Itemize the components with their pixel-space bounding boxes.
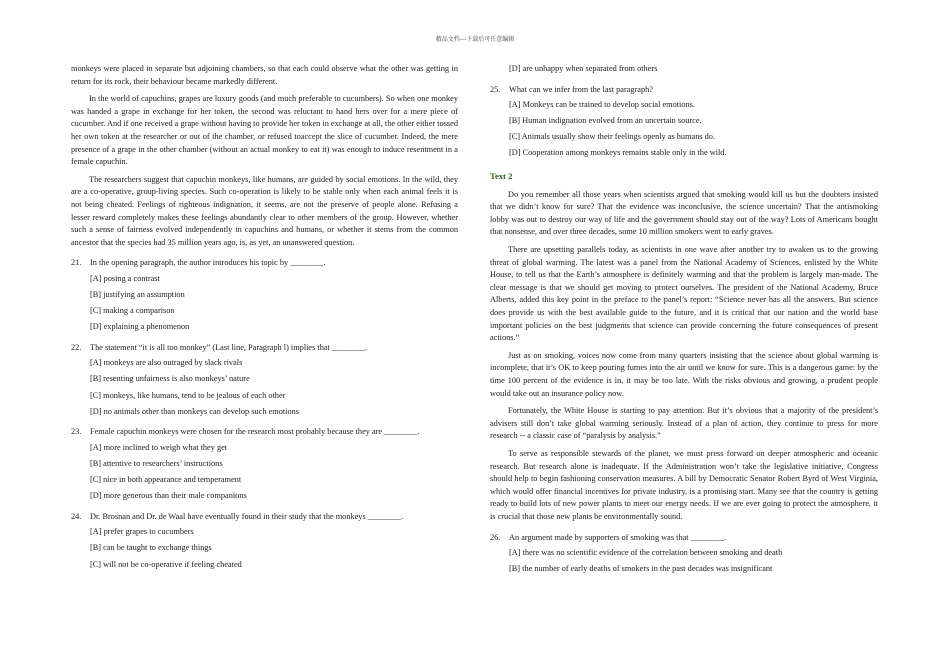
question-25 [490, 84, 878, 160]
right-column [490, 63, 878, 579]
option: [A] there was no scientific evidence of the correlation between smoking and death [509, 548, 783, 558]
question-22 [71, 342, 458, 418]
question-stem: An argument made by supporters of smoking was that ________. [509, 532, 726, 542]
paragraph: Do you remember all those years when scientists argued that smoking would kill us but the doubters insisted that we didn’t know for sure? That the evidence was inconclusive, the science uncertain? That the antismoking lobby was out to destroy our way of life and the government should stay out of the way? Lots of Americans bought that nonsense, and over three decades, some 10 million smokers went to early graves. [490, 189, 878, 237]
paragraph: monkeys were placed in separate but adjoining chambers, so that each could observe what the other was getting in return for its rock, their behaviour became markedly different. [71, 64, 458, 86]
option: [D] more generous than their male companions [90, 491, 247, 501]
question-24 [71, 511, 458, 571]
question-number: 26. [490, 532, 501, 542]
paragraph: In the world of capuchins, grapes are luxury goods (and much preferable to cucumbers). So when one monkey was handed a grape in exchange for her token, the second was reluctant to hand hers over for a mere piece of cucumber. And if one received a grape without having to provide her token in exchange at all, the other either tossed her own token at the researcher or out of the chamber, or refused toaccept the slice of cucumber. Indeed, the mere presence of a grape in the other chamber (without an actual monkey to eat it) was enough to induce resentment in a female capuchin. [71, 94, 458, 167]
option: [C] making a comparison [90, 306, 175, 316]
question-stem: What can we infer from the last paragraph? [509, 84, 653, 94]
question-stem: In the opening paragraph, the author introduces his topic by ________. [90, 258, 326, 268]
option: [A] more inclined to weigh what they get [90, 442, 228, 452]
option: [B] resenting unfairness is also monkeys’ nature [90, 374, 250, 384]
page-header: 精品文档---下载后可任意编辑 [435, 36, 515, 43]
paragraph: Fortunately, the White House is starting to pay attention. But it’s obvious that a majority of the president’s advisers still don’t take global warming seriously. Instead of a plan of action, they continue to press for more research -- a classic case of “paralysis by analysis.” [490, 406, 878, 441]
question-number: 22. [71, 342, 82, 352]
paragraph: To serve as responsible stewards of the planet, we must press forward on deeper atmospheric and oceanic research. But research alone is inadequate. If the Administration won’t take the legislative initiative, Congress should help to begin fashioning conservation measures. A bill by Democratic Senator Robert Byrd of West Virginia, which would offer financial incentives for private industry, is a promising start. Many see that the country is getting ready to build lots of new power plants to meet our energy needs. If we are ever going to protect the atmosphere, it is crucial that those new plants be environmentally sound. [490, 448, 878, 521]
option: [C] nice in both appearance and temperament [90, 475, 242, 485]
option: [C] Animals usually show their feelings openly as humans do. [509, 132, 716, 142]
option: [D] explaining a phenomenon [90, 322, 190, 332]
question-number: 21. [71, 258, 82, 268]
question-21 [71, 257, 458, 333]
option: [A] prefer grapes to cucumbers [90, 527, 194, 537]
left-column [71, 63, 458, 575]
option: [D] no animals other than monkeys can develop such emotions [90, 406, 299, 416]
option: [D] Cooperation among monkeys remains stable only in the wild. [509, 148, 727, 158]
section-title: Text 2 [490, 171, 513, 182]
paragraph: Just as on smoking, voices now come from many quarters insisting that the science about global warming is incomplete, that it’s OK to keep pouring fumes into the air until we know for sure. This is a dangerous game: by the time 100 percent of the evidence is in, it may be too late. With the risks obvious and growing, a prudent people would take out an insurance policy now. [490, 350, 878, 398]
option: [B] Human indignation evolved from an uncertain source. [509, 116, 702, 126]
option: [B] can be taught to exchange things [90, 543, 212, 553]
question-26 [490, 532, 878, 576]
question-number: 23. [71, 427, 82, 437]
option: [D] are unhappy when separated from others [509, 64, 658, 73]
question-stem: Dr. Brosnan and Dr. de Waal have eventually found in their study that the monkeys ________. [90, 511, 404, 521]
question-stem: Female capuchin monkeys were chosen for the research most probably because they are ________. [90, 427, 420, 437]
option: [C] monkeys, like humans, tend to be jealous of each other [90, 390, 286, 400]
paragraph: The researchers suggest that capuchin monkeys, like humans, are guided by social emotions. In the wild, they are a co-operative, group-living species. Such co-operation is likely to be stable only when each animal feels it is not being cheated. Feelings of righteous indignation, it seems, are not the preserve of people alone. Refusing a lesser reward completely makes these feelings abundantly clear to other members of the group. However, whether such a sense of fairness evolved independently in capuchins and humans, or whether it stems from the common ancestor that the species had 35 million years ago, is, as yet, an unanswered question. [71, 174, 458, 247]
question-stem: The statement “it is all too monkey” (Last line, Paragraph l) implies that ________. [90, 342, 368, 352]
option: [B] justifying an assumption [90, 290, 185, 299]
option: [A] Monkeys can be trained to develop social emotions. [509, 100, 695, 110]
question-23 [71, 426, 458, 502]
option: [B] the number of early deaths of smokers in the past decades was insignificant [509, 564, 773, 574]
option: [A] monkeys are also outraged by slack rivals [90, 358, 243, 368]
question-number: 24. [71, 511, 82, 521]
paragraph: There are upsetting parallels today, as scientists in one wave after another try to awaken us to the growing threat of global warming. The latest was a panel from the National Academy of Sciences, enlisted by the White House, to tell us that the Earth’s atmosphere is definitely warming and that the problem is largely man-made. The clear message is that we should get moving to protect ourselves. The president of the National Academy, Bruce Alberts, added this key point in the preface to the panel’s report: “Science never has all the answers. But science does provide us with the best available guide to the future, and it is critical that our nation and the world base important policies on the best judgments that science can provide concerning the future consequences of present actions.” [490, 245, 878, 343]
option: [C] will not be co-operative if feeling cheated [90, 559, 242, 569]
option: [B] attentive to researchers’ instructions [90, 458, 223, 468]
question-number: 25. [490, 84, 501, 94]
option: [A] posing a contrast [90, 273, 160, 283]
